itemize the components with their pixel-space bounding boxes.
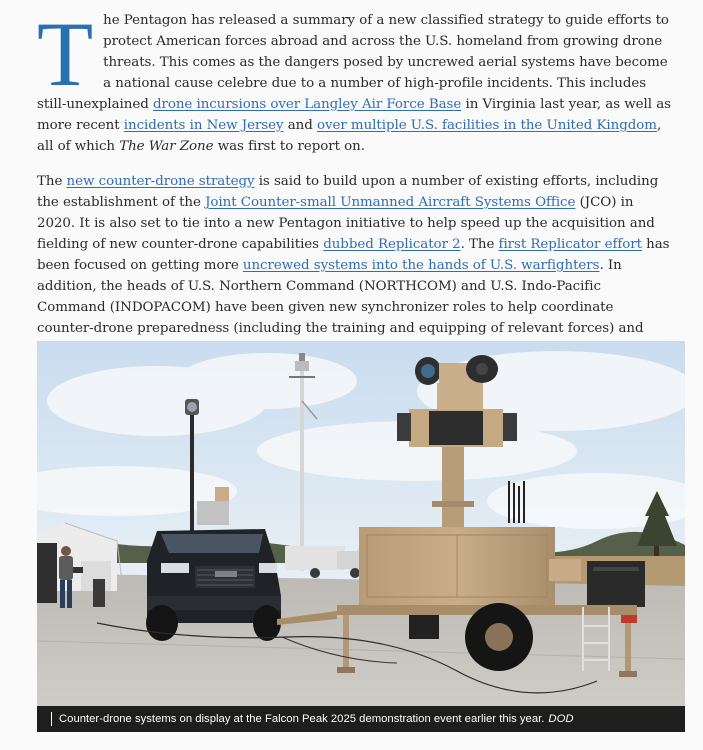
article-body [37,3,673,374]
paragraph-text: . In addition, the heads of U.S. Northern Command (NORTHCOM) and U.S. Indo-Pacific Command (INDOPACOM) have been given new synchronizer roles to help coordinate counter-drone preparedness (including the training and equipping of relevant forces) and [37,258,644,336]
paragraph-text: has been focused on getting more [37,237,670,273]
paragraph-2 [37,171,673,360]
paragraph-text: and [283,118,317,133]
caption-divider [51,712,52,726]
link-drone-incursions-langley[interactable]: drone incursions over Langley Air Force Base [152,97,462,112]
paragraph-text: The [37,174,67,189]
link-first-replicator[interactable]: first Replicator effort [498,237,642,252]
article-figure [37,341,685,732]
link-jco[interactable]: Joint Counter-small Unmanned Aircraft Systems Office [205,195,576,210]
paragraph-text: is said to build upon a number of existing efforts, including the establishment of the [37,174,659,210]
photo-caption [37,706,685,732]
counter-drone-photo [37,341,685,706]
link-incidents-new-jersey[interactable]: incidents in New Jersey [123,118,284,133]
paragraph-text: , all of which [37,118,662,154]
caption-text: Counter-drone systems on display at the Falcon Peak 2025 demonstration event earlier this year. [59,713,545,725]
link-uk-facilities[interactable]: over multiple U.S. facilities in the United Kingdom [316,118,657,133]
link-counter-drone-strategy[interactable]: new counter-drone strategy [66,174,255,189]
link-uncrewed-systems[interactable]: uncrewed systems into the hands of U.S. warfighters [242,258,600,273]
paragraph-1 [37,3,673,157]
link-replicator-2[interactable]: dubbed Replicator 2 [323,237,461,252]
paragraph-text: he Pentagon has released a summary of a new classified strategy to guide efforts to protect American forces abroad and across the U.S. homeland from growing drone threats. This comes as the dangers posed by uncrewed aerial systems have become a national cause celebre due to a number of high-profile incidents. This includes still-unexplained [37,13,669,112]
caption-text-wrapper [59,706,574,732]
paragraph-text: was first to report on. [213,139,365,154]
photo-credit: DOD [548,713,574,725]
paragraph-text: . The [460,237,499,252]
paragraph-text: in Virginia last year, as well as more recent [37,97,671,133]
paragraph-text: (JCO) in 2020. It is also set to tie into a new Pentagon initiative to help speed up the acquisition and fielding of new counter-drone capabilities [37,195,655,252]
publication-name: The War Zone [119,139,214,154]
drop-cap: T [37,3,94,105]
